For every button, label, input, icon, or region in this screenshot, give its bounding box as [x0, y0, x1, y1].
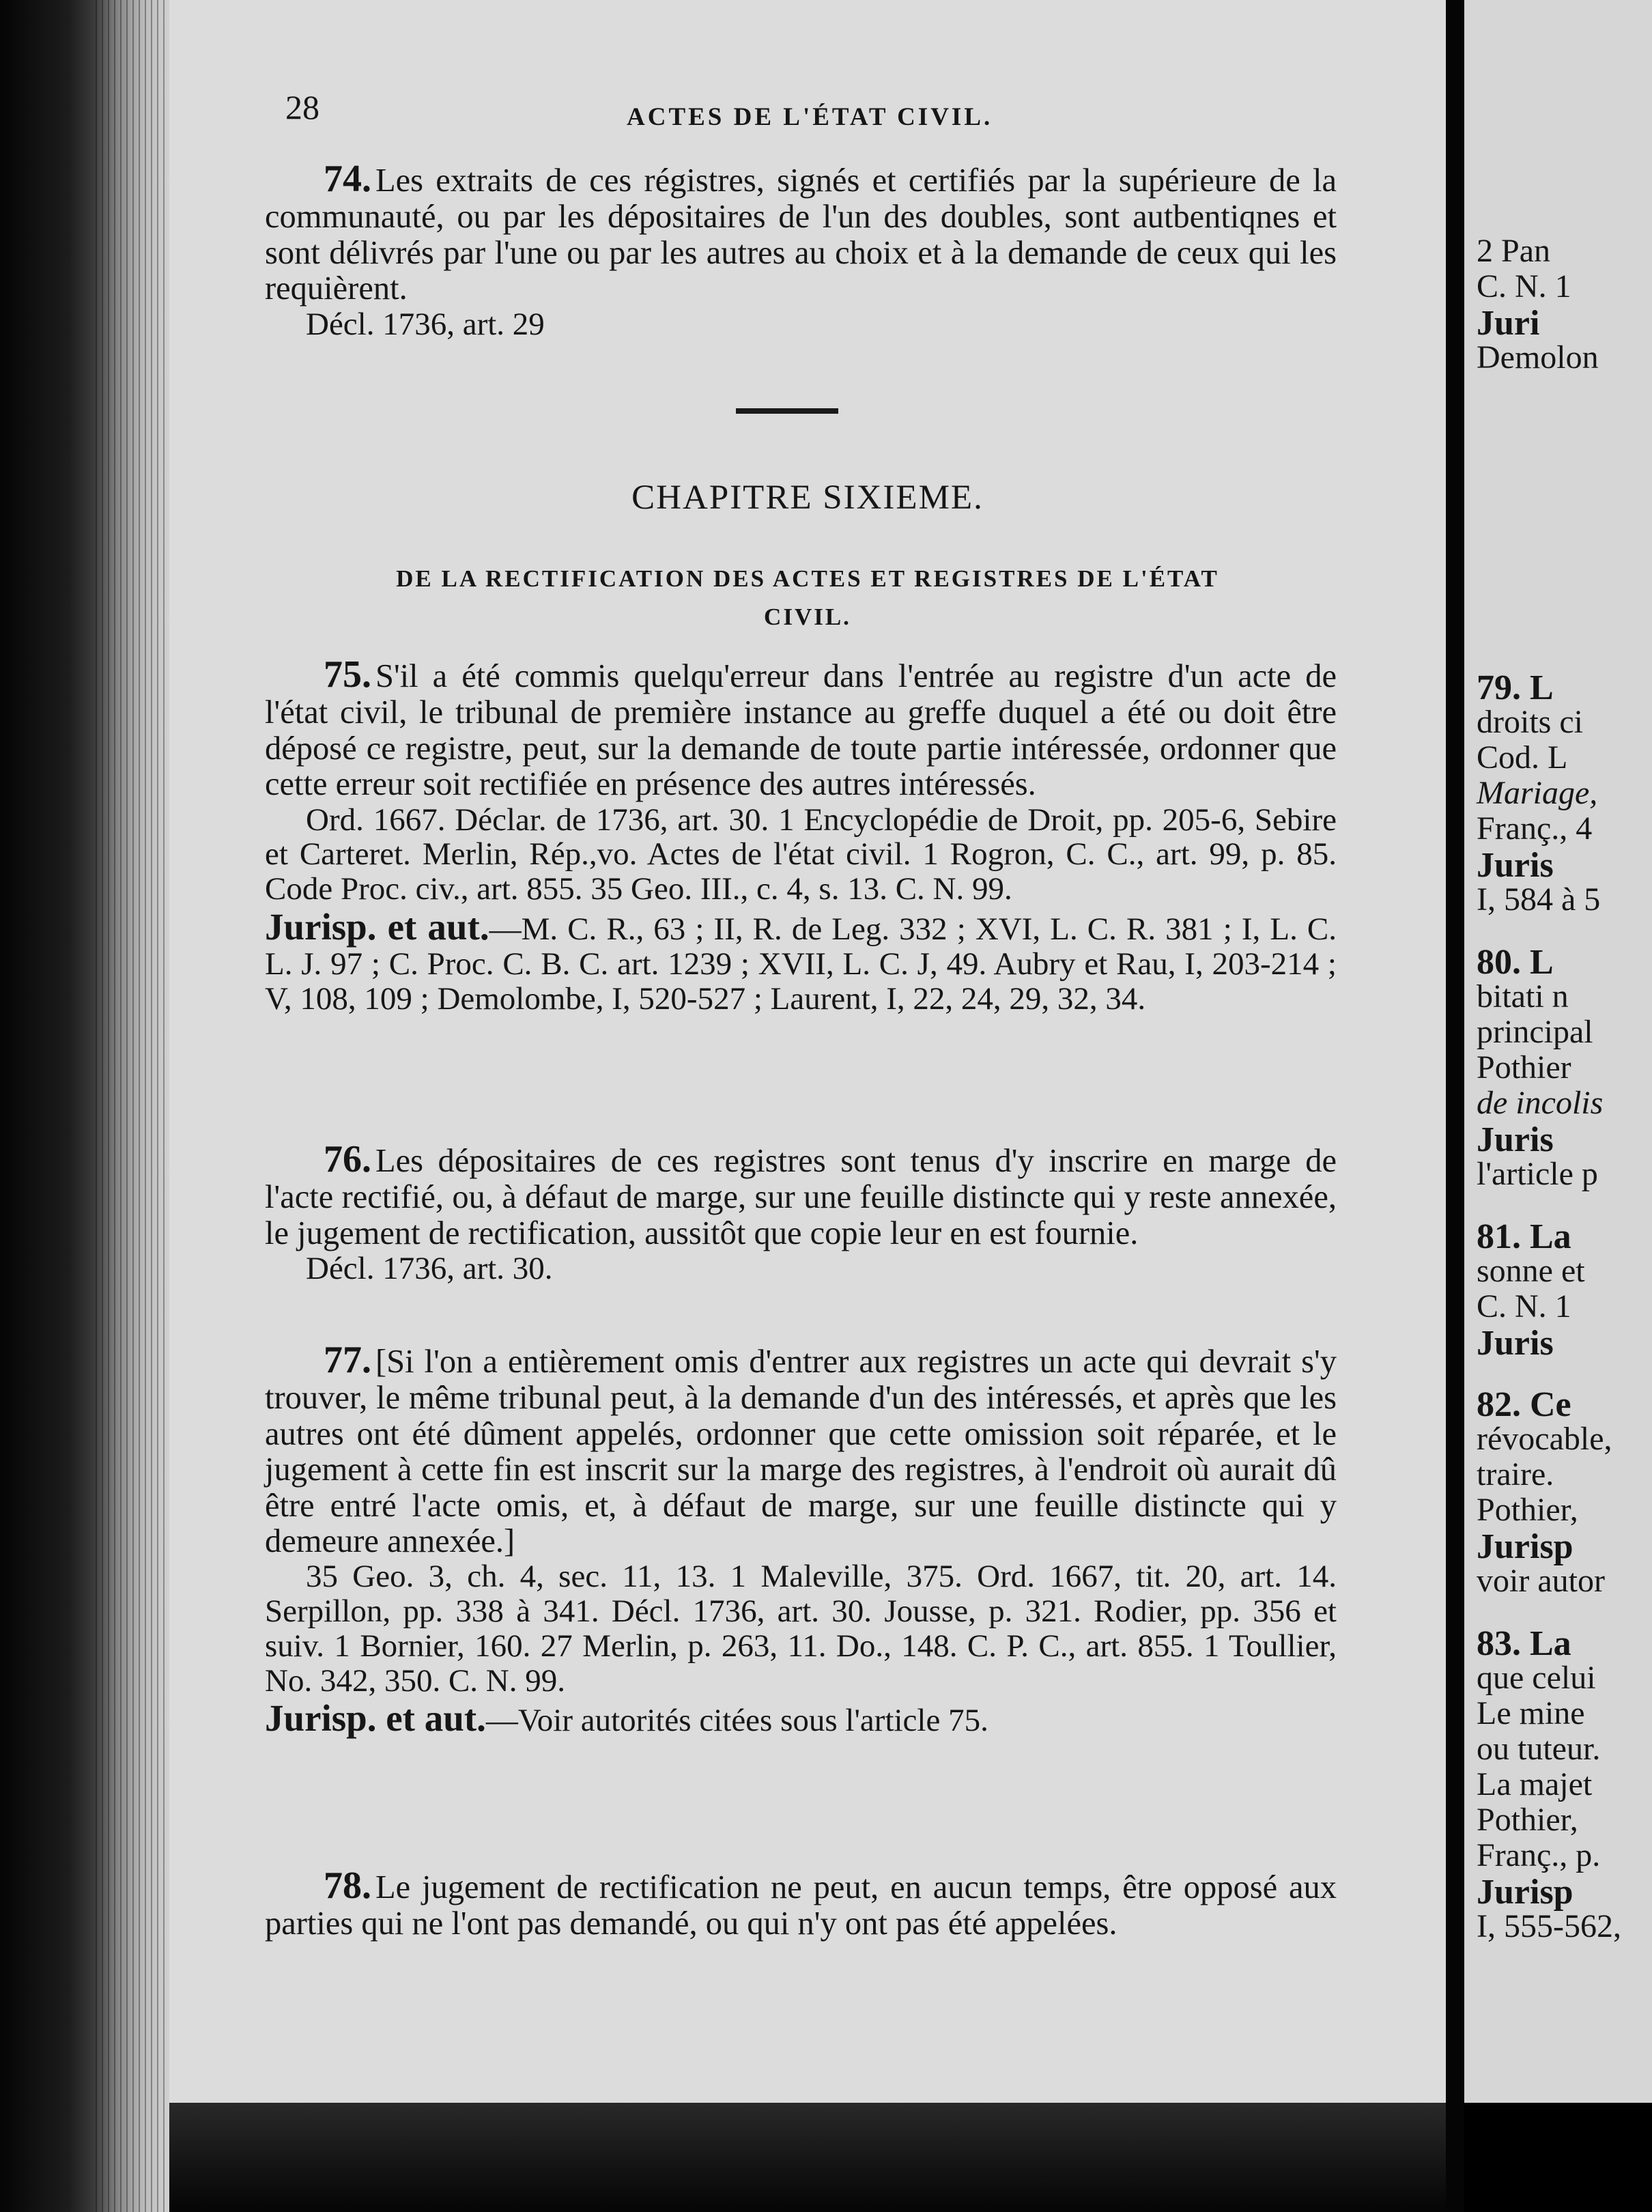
jurisprudence-label: Jurisp. et aut. [265, 1697, 486, 1740]
right-line: Jurisp [1477, 1527, 1573, 1566]
article-77 [265, 1339, 1337, 1739]
right-line: Jurisp [1477, 1873, 1573, 1912]
page-edges [96, 0, 171, 2212]
jurisprudence-label: Jurisp. et aut. [265, 905, 489, 948]
article-74-body [265, 158, 1337, 307]
article-number: 74. [324, 158, 371, 200]
right-line: droits ci [1477, 704, 1583, 740]
right-line: Franç., p. [1477, 1837, 1601, 1873]
article-76 [265, 1139, 1337, 1286]
right-line: La majet [1477, 1766, 1593, 1802]
jurisprudence-text: —Voir autorités citées sous l'article 75. [485, 1703, 988, 1739]
right-line: Juris [1477, 846, 1554, 885]
right-line: bitati n [1477, 978, 1569, 1015]
article-75 [265, 654, 1337, 1017]
article-75-citation: Ord. 1667. Déclar. de 1736, art. 30. 1 Encyclopédie de Droit, pp. 205-6, Sebire et Carteret. Merlin, Rép.,vo. Actes de l'état civil. 1 Rogron, C. C., art. 99, p. 85. Code Proc. civ., art. 855. 35 Geo. III., c. 4, s. 13. C. N. 99. [265, 802, 1337, 907]
right-line: Franç., 4 [1477, 810, 1593, 847]
running-head: ACTES DE L'ÉTAT CIVIL. [627, 103, 993, 131]
article-76-citation: Décl. 1736, art. 30. [306, 1251, 553, 1287]
article-77-body [265, 1339, 1337, 1559]
page-bottom-shadow [169, 2096, 1446, 2212]
article-77-jurisprudence [265, 1698, 1337, 1738]
right-line: voir autor [1477, 1563, 1605, 1599]
article-text: [Si l'on a entièrement omis d'entrer aux registres un acte qui devrait s'y trouver, le même tribunal peut, à la demande d'un des intéressés, et après que les autres ont été dûment appelés, ordonner que cette omission soit réparée, et le jugement à cette fin est inscrit sur la marge des registres, à l'endroit où aurait dû être entré l'acte omis, et, à défaut de marge, sur une feuille distincte qui y demeure annexée.] [265, 1344, 1337, 1559]
article-78-body [265, 1865, 1337, 1942]
article-78 [265, 1865, 1337, 1942]
right-line: Demolon [1477, 339, 1599, 375]
right-line: 2 Pan [1477, 233, 1550, 269]
right-line: 79. L [1477, 668, 1554, 707]
right-line: C. N. 1 [1477, 1288, 1571, 1324]
article-text: Les dépositaires de ces registres sont tenus d'y inscrire en marge de l'acte rectifié, ou, à défaut de marge, sur une feuille distincte qui y reste annexée, le jugement de rectification, aussitôt que copie leur en est fournie. [265, 1143, 1337, 1251]
article-75-jurisprudence [265, 907, 1337, 1017]
article-text: Les extraits de ces régistres, signés et certifiés par la supérieure de la communauté, ou par les dépositaires de l'un des doubles, sont autbentiqnes et sont délivrés par l'une ou par les autres au choix et à la demande de ceux qui les requièrent. [265, 162, 1337, 307]
right-line: principal [1477, 1014, 1593, 1050]
right-line: I, 555-562, [1477, 1908, 1621, 1944]
jurisprudence-text: —M. C. R., 63 ; II, R. de Leg. 332 ; XVI, L. C. R. 381 ; I, L. C. L. J. 97 ; C. Proc. C. B. C. art. 1239 ; XVII, L. C. J, 49. Aubry et Rau, I, 203-214 ; V, 108, 109 ; Demolombe, I, 520-527 ; Laurent, I, 22, 24, 29, 32, 34. [265, 911, 1337, 1017]
article-number: 75. [324, 653, 371, 696]
right-line: de incolis [1477, 1085, 1604, 1121]
section-rule [736, 408, 838, 414]
page-number: 28 [285, 88, 319, 126]
article-76-body [265, 1139, 1337, 1251]
right-line: Juris [1477, 1324, 1554, 1363]
chapter-subtitle: DE LA RECTIFICATION DES ACTES ET REGISTRES DE L'ÉTAT CIVIL. [396, 565, 1219, 630]
right-line: l'article p [1477, 1156, 1598, 1192]
right-line: Pothier [1477, 1049, 1571, 1086]
article-number: 77. [324, 1339, 371, 1381]
article-number: 78. [324, 1864, 371, 1907]
right-line: 80. L [1477, 943, 1554, 982]
right-line: Pothier, [1477, 1802, 1578, 1838]
right-line: Mariage, [1477, 775, 1598, 811]
article-74-citation: Décl. 1736, art. 29 [306, 306, 545, 342]
article-74 [265, 158, 1337, 341]
right-line: Juri [1477, 304, 1540, 343]
right-line: traire. [1477, 1456, 1554, 1492]
right-page-fragment [1464, 0, 1652, 2103]
right-line: révocable, [1477, 1421, 1612, 1457]
right-line: ou tuteur. [1477, 1731, 1601, 1767]
right-line: I, 584 à 5 [1477, 881, 1601, 918]
right-line: Juris [1477, 1120, 1554, 1159]
left-page [169, 0, 1446, 2103]
page-divider [1446, 0, 1464, 2212]
article-text: Le jugement de rectification ne peut, en aucun temps, être opposé aux parties qui ne l'ont pas demandé, ou qui n'y ont pas été appelées. [265, 1869, 1337, 1942]
right-line: C. N. 1 [1477, 268, 1571, 304]
right-line: que celui [1477, 1660, 1596, 1696]
right-line: 81. La [1477, 1217, 1571, 1256]
article-75-body [265, 654, 1337, 803]
chapter-title: CHAPITRE SIXIEME. [631, 479, 984, 517]
right-line: 82. Ce [1477, 1385, 1571, 1424]
article-number: 76. [324, 1138, 371, 1180]
right-line: sonne et [1477, 1253, 1585, 1289]
right-line: Cod. L [1477, 739, 1568, 776]
right-line: Le mine [1477, 1695, 1585, 1731]
article-text: S'il a été commis quelqu'erreur dans l'entrée au registre d'un acte de l'état civil, le tribunal de première instance au greffe duquel a été ou doit être déposé ce registre, peut, sur la demande de toute partie intéressée, ordonner que cette erreur soit rectifiée en présence des autres intéressés. [265, 658, 1337, 803]
right-line: 83. La [1477, 1624, 1571, 1663]
right-line: Pothier, [1477, 1492, 1578, 1528]
article-77-citation: 35 Geo. 3, ch. 4, sec. 11, 13. 1 Maleville, 375. Ord. 1667, tit. 20, art. 14. Serpillon, pp. 338 à 341. Décl. 1736, art. 30. Jousse, p. 321. Rodier, pp. 356 et suiv. 1 Bornier, 160. 27 Merlin, p. 263, 11. Do., 148. C. P. C., art. 855. 1 Toullier, No. 342, 350. C. N. 99. [265, 1559, 1337, 1699]
